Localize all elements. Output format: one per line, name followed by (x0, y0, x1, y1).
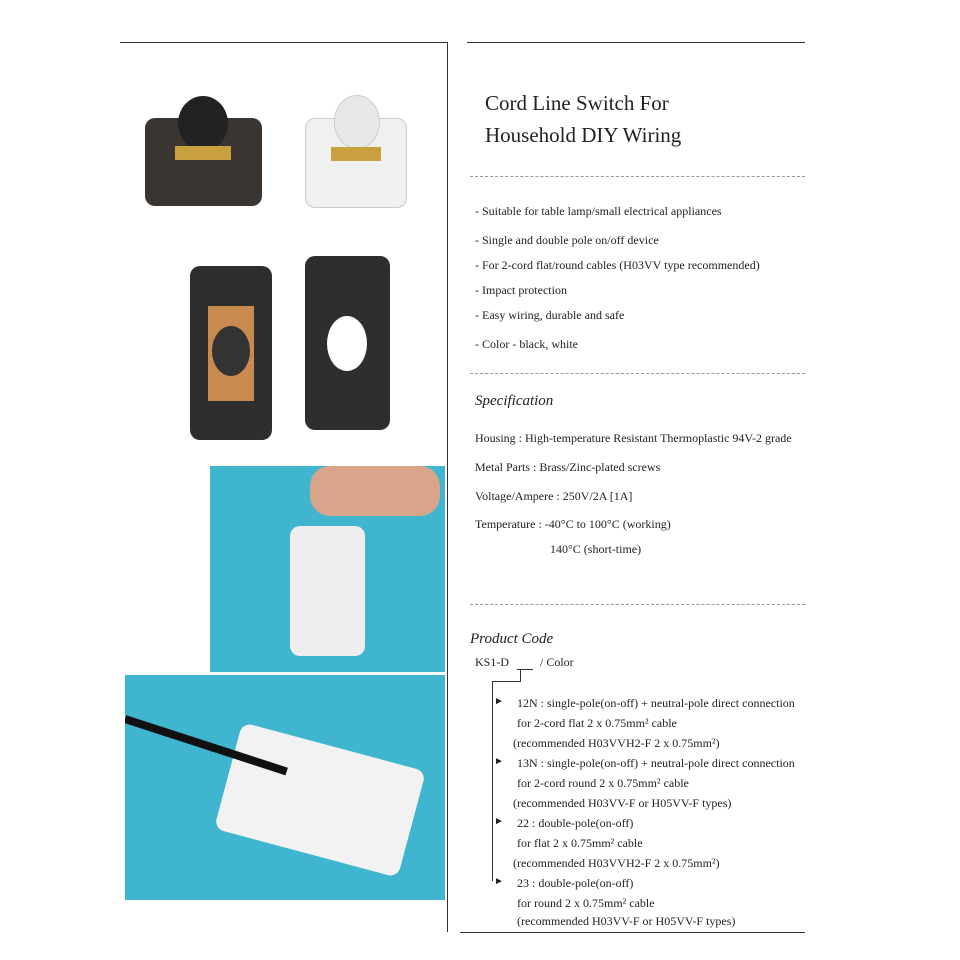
arrow-icon: ► (494, 876, 504, 887)
bottom-rule (460, 932, 805, 933)
code-line: 23 : double-pole(on-off) (517, 876, 634, 890)
spec-heading: Specification (475, 393, 554, 409)
spec-line: Voltage/Ampere : 250V/2A [1A] (475, 489, 633, 503)
wiring-photo-1 (210, 466, 445, 672)
arrow-icon: ► (494, 756, 504, 767)
code-line: (recommended H03VV-F or H05VV-F types) (513, 796, 732, 810)
product-code: KS1-D (475, 655, 510, 669)
code-line: 12N : single-pole(on-off) + neutral-pole direct connection (517, 696, 795, 710)
divider (470, 176, 805, 177)
page-title-line-2: Household DIY Wiring (485, 123, 682, 147)
top-rule-right (467, 42, 805, 43)
spec-line: Housing : High-temperature Resistant Thermoplastic 94V-2 grade (475, 431, 792, 445)
arrow-icon: ► (494, 696, 504, 707)
top-rule-left (120, 42, 448, 43)
code-line: (recommended H03VVH2-F 2 x 0.75mm²) (513, 856, 720, 870)
feature-item: - Easy wiring, durable and safe (475, 308, 625, 322)
black-switch-open-photo (190, 266, 272, 440)
feature-item: - For 2-cord flat/round cables (H03VV type recommended) (475, 258, 760, 272)
product-code-suffix: / Color (540, 655, 574, 669)
code-line: for 2-cord round 2 x 0.75mm² cable (517, 776, 689, 790)
code-tree-line (492, 681, 493, 881)
code-line: 13N : single-pole(on-off) + neutral-pole direct connection (517, 756, 795, 770)
arrow-icon: ► (494, 816, 504, 827)
divider (470, 373, 805, 374)
spec-line: 140°C (short-time) (550, 542, 642, 556)
code-line: (recommended H03VV-F or H05VV-F types) (517, 914, 736, 928)
page-title-line-1: Cord Line Switch For (485, 91, 669, 115)
column-divider (447, 42, 448, 932)
spec-line: Temperature : -40°C to 100°C (working) (475, 517, 671, 531)
feature-item: - Impact protection (475, 283, 567, 297)
black-switch-photo (145, 118, 262, 206)
white-switch-photo (305, 118, 407, 208)
black-switch-base-photo (305, 256, 390, 430)
code-line: for 2-cord flat 2 x 0.75mm² cable (517, 716, 677, 730)
feature-item: - Single and double pole on/off device (475, 233, 659, 247)
code-line: (recommended H03VVH2-F 2 x 0.75mm²) (513, 736, 720, 750)
divider (470, 604, 805, 605)
spec-line: Metal Parts : Brass/Zinc-plated screws (475, 460, 661, 474)
feature-item: - Color - black, white (475, 337, 578, 351)
wiring-photo-2 (125, 675, 445, 900)
feature-item: - Suitable for table lamp/small electrical appliances (475, 204, 722, 218)
code-line: for flat 2 x 0.75mm² cable (517, 836, 643, 850)
code-line: 22 : double-pole(on-off) (517, 816, 634, 830)
code-line: for round 2 x 0.75mm² cable (517, 896, 655, 910)
product-code-heading: Product Code (470, 631, 554, 647)
